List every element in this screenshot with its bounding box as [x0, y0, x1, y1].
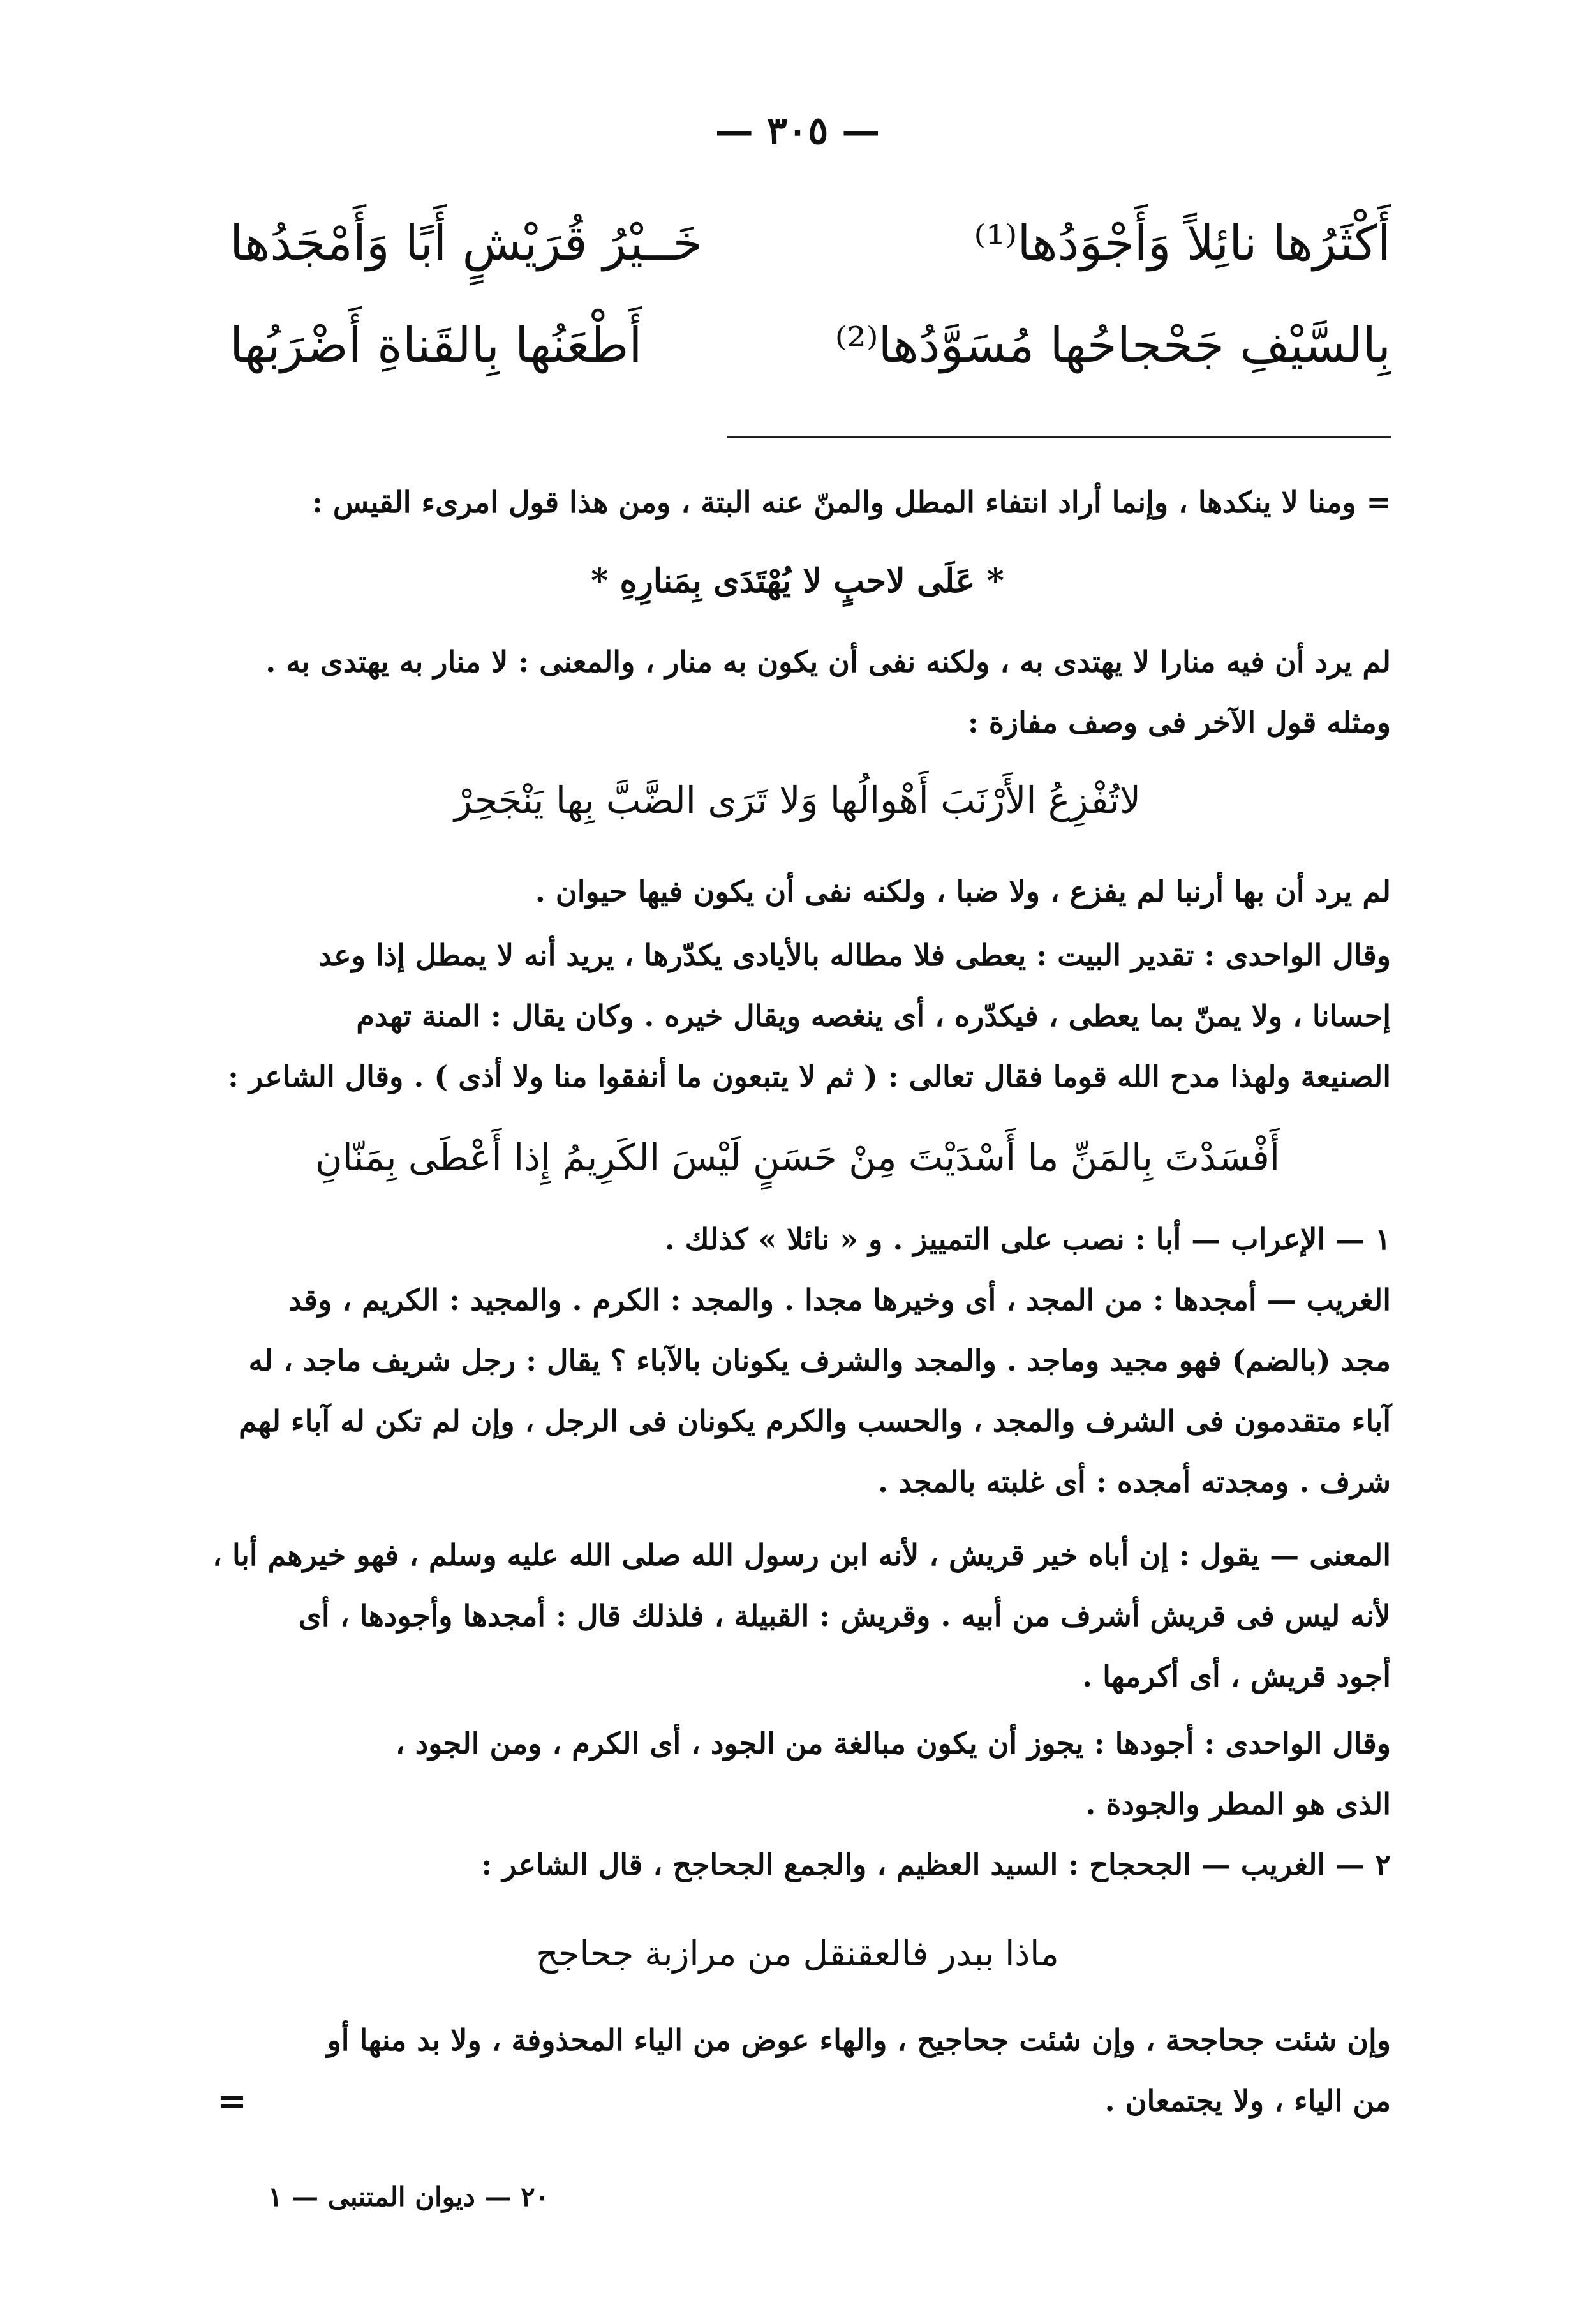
footer-signature: ٢٠ — ديوان المتنبى — ١ — [268, 2181, 550, 2212]
quoted-verse: أَفْسَدْتَ بِالمَنِّ ما أَسْدَيْتَ مِنْ حَسَنٍ لَيْسَ الكَرِيمُ إِذا أَعْطَى بِمَنّانِ — [315, 1136, 1280, 1179]
commentary-line: الغريب — أمجدها : من المجد ، أى وخيرها مجدا . والمجد : الكرم . والمجيد : الكريم ، وقد — [288, 1283, 1391, 1317]
commentary-line: وقال الواحدى : تقدير البيت : يعطى فلا مطاله بالأيادى يكدّرها ، يريد أنه لا يمطل إذا وعد — [318, 938, 1391, 972]
commentary-line: آباء متقدمون فى الشرف والمجد ، والحسب والكرم يكونان فى الرجل ، وإن لم تكن له آباء لهم — [239, 1404, 1391, 1438]
poem-line-1-second-hemistich: أَكْثَرُها نائِلاً وَأَجْوَدُها⁽¹⁾ — [974, 214, 1391, 271]
commentary-line: شرف . ومجدته أمجده : أى غلبته بالمجد . — [877, 1464, 1391, 1499]
commentary-line: المعنى — يقول : إن أباه خير قريش ، لأنه ابن رسول الله صلى الله عليه وسلم ، فهو خيرهم أبا ، — [212, 1538, 1391, 1572]
commentary-line: لأنه ليس فى قريش أشرف من أبيه . وقريش : القبيلة ، فلذلك قال : أمجدها وأجودها ، أى — [298, 1598, 1391, 1633]
commentary-line: = ومنا لا ينكدها ، وإنما أراد انتفاء المطل والمنّ عنه البتة ، ومن هذا قول امرىء القيس : — [311, 485, 1391, 519]
commentary-line: وإن شئت جحاجحة ، وإن شئت جحاجيح ، والهاء عوض من الياء المحذوفة ، ولا بد منها أو — [327, 2023, 1391, 2057]
quoted-verse: * عَلَى لاحبٍ لا يُهْتَدَى بِمَنارِهِ * — [591, 562, 1004, 600]
separator-rule — [727, 436, 1391, 438]
commentary-line: من الياء ، ولا يجتمعان . — [1104, 2083, 1391, 2118]
note-2-heading: ٢ — الغريب — الجحجاح : السيد العظيم ، والجمع الجحاجح ، قال الشاعر : — [481, 1847, 1391, 1882]
note-1-heading: ١ — الإعراب — أبا : نصب على التمييز . و « نائلا » كذلك . — [664, 1222, 1391, 1256]
commentary-line: وقال الواحدى : أجودها : يجوز أن يكون مبالغة من الجود ، أى الكرم ، ومن الجود ، — [395, 1726, 1391, 1761]
quoted-verse: ماذا ببدر فالعقنقل من مرازبة جحاجح — [536, 1933, 1059, 1974]
commentary-line: لم يرد أن بها أرنبا لم يفزع ، ولا ضبا ، ولكنه نفى أن يكون فيها حيوان . — [535, 874, 1391, 909]
commentary-line: إحسانا ، ولا يمنّ بما يعطى ، فيكدّره ، أى ينغصه ويقال خيره . وكان يقال : المنة تهدم — [356, 999, 1391, 1033]
commentary-line: مجد (بالضم) فهو مجيد وماجد . والمجد والشرف يكونان بالآباء ؟ يقال : رجل شريف ماجد ، له — [248, 1343, 1391, 1378]
poem-line-2-second-hemistich: بِالسَّيْفِ جَحْجاحُها مُسَوَّدُها⁽²⁾ — [835, 316, 1391, 373]
commentary-line: الصنيعة ولهذا مدح الله قوما فقال تعالى : ( ثم لا يتبعون ما أنفقوا منا ولا أذى ) . وقال الشاعر : — [228, 1059, 1391, 1094]
poem-line-1-first-hemistich: خَــيْرُ قُرَيْشٍ أَبًا وَأَمْجَدُها — [230, 214, 703, 271]
poem-line-2 — [230, 306, 1391, 383]
poem-line-1 — [230, 204, 1391, 281]
commentary-line: ومثله قول الآخر فى وصف مفازة : — [967, 705, 1391, 740]
commentary-line: لم يرد أن فيه منارا لا يهتدى به ، ولكنه نفى أن يكون به منار ، والمعنى : لا منار به يهتدى به . — [265, 644, 1391, 679]
commentary-line: أجود قريش ، أى أكرمها . — [1082, 1659, 1391, 1694]
quoted-verse: لاتُفْزِعُ الأَرْنَبَ أَهْوالُها وَلا تَرَى الضَّبَّ بِها يَنْجَحِرْ — [454, 778, 1141, 822]
continuation-mark: = — [217, 2080, 247, 2122]
poem-line-2-first-hemistich: أَطْعَنُها بِالقَناةِ أَضْرَبُها — [230, 316, 642, 373]
commentary-line: الذى هو المطر والجودة . — [1085, 1787, 1391, 1821]
page-number: — ٣٠٥ — — [715, 108, 880, 153]
